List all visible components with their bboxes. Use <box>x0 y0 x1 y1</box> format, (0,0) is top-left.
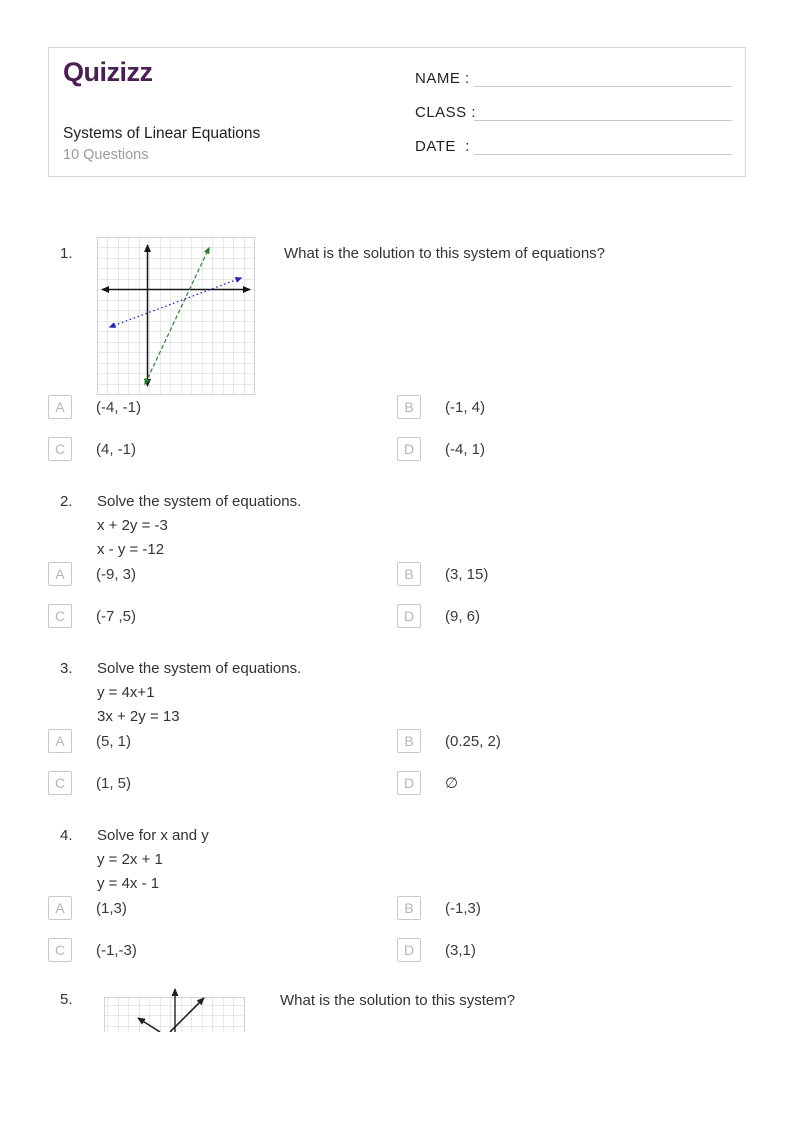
worksheet-title: Systems of Linear Equations <box>63 125 261 142</box>
coordinate-grid-graph-icon <box>97 237 255 395</box>
question-5 <box>48 984 746 1032</box>
question-body <box>97 824 209 896</box>
option-text: (9, 6) <box>445 607 481 625</box>
question-5-graph <box>97 984 255 1032</box>
quizizz-logo: Quizizz <box>63 57 153 87</box>
equation-line: y = 4x+1 <box>97 684 155 701</box>
question-prompt: What is the solution to this system of equations? <box>284 245 605 262</box>
question-prompt: Solve for x and y <box>97 827 209 844</box>
question-4 <box>48 824 746 896</box>
question-count: 10 Questions <box>63 147 149 163</box>
option-letter-box[interactable]: A <box>48 562 72 586</box>
option-letter-box[interactable]: A <box>48 395 72 419</box>
header-left <box>49 48 415 176</box>
option-letter-box[interactable]: A <box>48 729 72 753</box>
option-d <box>397 437 746 461</box>
option-c <box>48 604 397 628</box>
equation-line: y = 2x + 1 <box>97 851 163 868</box>
header-card <box>48 47 746 177</box>
question-prompt: Solve the system of equations. <box>97 660 302 677</box>
option-b <box>397 896 746 920</box>
option-text: (-4, -1) <box>96 398 141 416</box>
date-label: DATE : <box>415 138 470 155</box>
question-number: 2. <box>60 493 73 510</box>
name-fill-line[interactable] <box>474 67 732 87</box>
option-c <box>48 938 397 962</box>
equation-line: y = 4x - 1 <box>97 875 160 892</box>
question-2-options <box>48 562 746 628</box>
option-letter-box[interactable]: B <box>397 729 421 753</box>
option-d <box>397 604 746 628</box>
option-a <box>48 395 397 419</box>
option-text: (3,1) <box>445 941 476 959</box>
option-b <box>397 562 746 586</box>
question-2 <box>48 490 746 562</box>
equation-line: x + 2y = -3 <box>97 517 168 534</box>
question-body <box>97 657 301 729</box>
name-field-row <box>415 63 732 87</box>
option-text: (5, 1) <box>96 732 132 750</box>
option-letter-box[interactable]: B <box>397 395 421 419</box>
option-d <box>397 938 746 962</box>
option-letter-box[interactable]: D <box>397 604 421 628</box>
question-4-options <box>48 896 746 962</box>
option-text: (-1,3) <box>445 899 481 917</box>
option-text: (-7 ,5) <box>96 607 137 625</box>
option-letter-box[interactable]: B <box>397 562 421 586</box>
question-3 <box>48 657 746 729</box>
option-text: (3, 15) <box>445 565 489 583</box>
option-text: (-4, 1) <box>445 440 486 458</box>
question-1 <box>48 237 746 395</box>
option-text: (-1,-3) <box>96 941 137 959</box>
option-letter-box[interactable]: C <box>48 604 72 628</box>
option-letter-box[interactable]: B <box>397 896 421 920</box>
equation-line: 3x + 2y = 13 <box>97 708 180 725</box>
class-fill-line[interactable] <box>474 101 732 121</box>
title-block <box>63 124 415 165</box>
option-text: (-1, 4) <box>445 398 486 416</box>
option-letter-box[interactable]: D <box>397 938 421 962</box>
option-text: (4, -1) <box>96 440 137 458</box>
question-prompt: Solve the system of equations. <box>97 493 302 510</box>
option-b <box>397 729 746 753</box>
class-field-row <box>415 97 732 121</box>
question-number: 5. <box>60 991 73 1008</box>
option-letter-box[interactable]: D <box>397 437 421 461</box>
date-fill-line[interactable] <box>474 135 732 155</box>
question-1-graph <box>97 237 255 395</box>
header-fields <box>415 48 745 176</box>
option-a <box>48 729 397 753</box>
option-letter-box[interactable]: C <box>48 938 72 962</box>
name-label: NAME : <box>415 70 470 87</box>
question-number: 3. <box>60 660 73 677</box>
date-field-row <box>415 131 732 155</box>
option-letter-box[interactable]: D <box>397 771 421 795</box>
question-body <box>97 490 301 562</box>
option-text: (-9, 3) <box>96 565 137 583</box>
option-c <box>48 771 397 795</box>
option-text: (1,3) <box>96 899 127 917</box>
coordinate-grid-graph-icon <box>97 984 255 1032</box>
question-3-options <box>48 729 746 795</box>
option-text: (1, 5) <box>96 774 132 792</box>
option-b <box>397 395 746 419</box>
question-number: 4. <box>60 827 73 844</box>
option-a <box>48 562 397 586</box>
class-label: CLASS : <box>415 104 477 121</box>
question-number: 1. <box>60 245 73 262</box>
option-letter-box[interactable]: C <box>48 437 72 461</box>
option-c <box>48 437 397 461</box>
option-text: (0.25, 2) <box>445 732 501 750</box>
equation-line: x - y = -12 <box>97 541 165 558</box>
option-a <box>48 896 397 920</box>
option-d <box>397 771 746 795</box>
question-prompt: What is the solution to this system? <box>280 992 516 1009</box>
question-1-options <box>48 395 746 461</box>
option-letter-box[interactable]: C <box>48 771 72 795</box>
option-letter-box[interactable]: A <box>48 896 72 920</box>
empty-set-symbol: ∅ <box>445 775 459 792</box>
